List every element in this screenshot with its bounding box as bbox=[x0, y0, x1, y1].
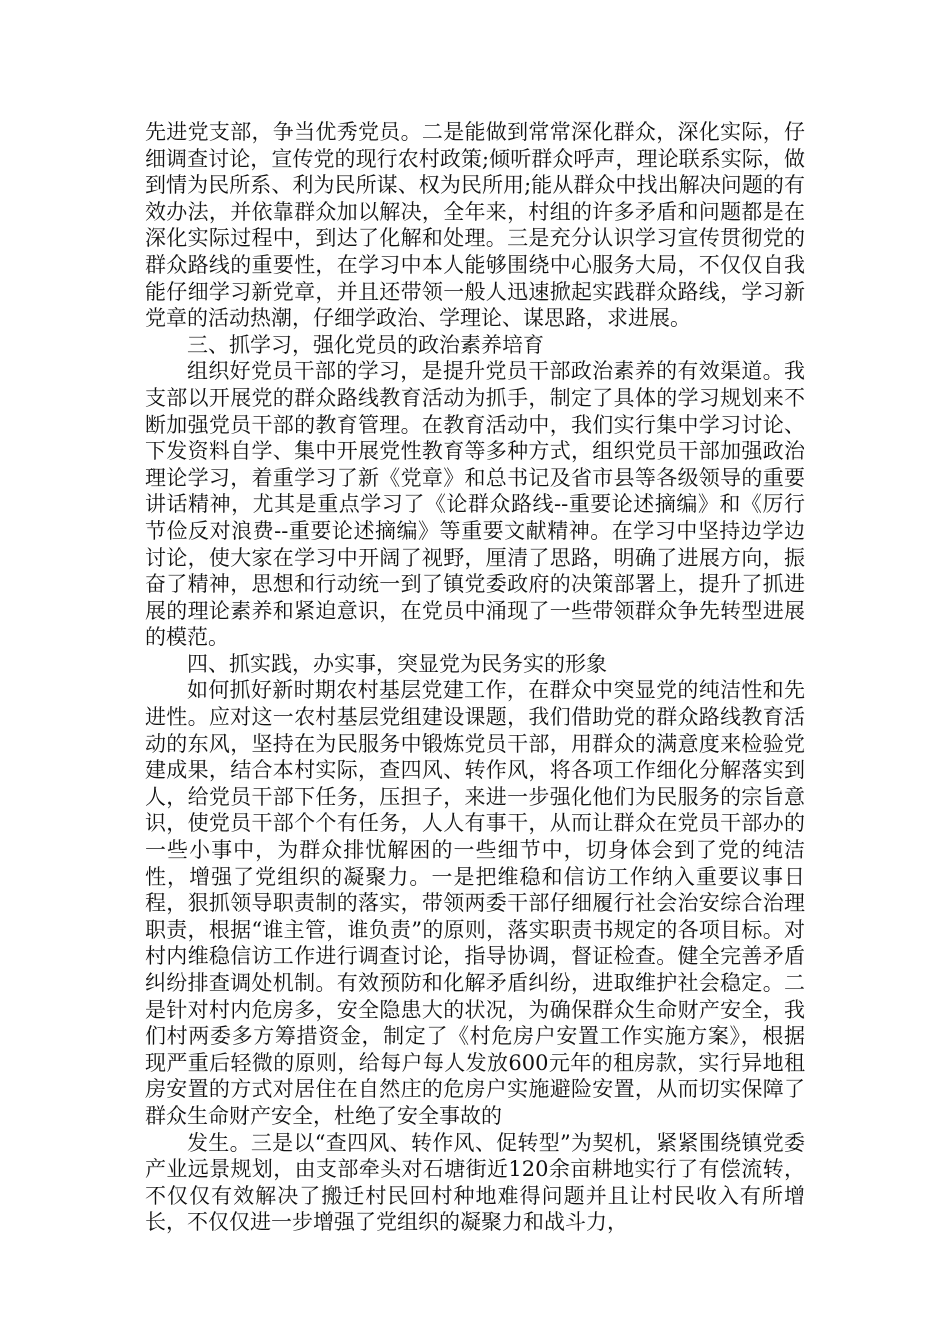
section-heading-3: 三、抓学习，强化党员的政治素养培育 bbox=[187, 332, 544, 357]
paragraph-continued: 先进党支部，争当优秀党员。二是能做到常常深化群众，深化实际，仔细调查讨论，宣传党的现行农村政策;倾听群众呼声，理论联系实际，做到情为民所系、利为民所谋、权为民所用;能从群众中找出解决问题的有效办法，并依靠群众加以解决，全年来，村组的许多矛盾和问题都是在深化实际过程中，到达了化解和处理。三是充分认识学习宣传贯彻党的群众路线的重要性，在学习中本人能够围绕中心服务大局，不仅仅自我能仔细学习新党章，并且还带领一般人迅速掀起实践群众路线，学习新党章的活动热潮，仔细学政治、学理论、谋思路，求进展。 bbox=[145, 120, 805, 331]
section-heading-4: 四、抓实践，办实事，突显党为民务实的形象 bbox=[187, 651, 607, 676]
paragraph-continuation: 发生。三是以“查四风、转作风、促转型”为契机，紧紧围绕镇党委产业远景规划，由支部牵头对石塘街近120余亩耕地实行了有偿流转，不仅仅有效解决了搬迁村民回村种地难得问题并且让村民收入有所增长，不仅仅进一步增强了党组织的凝聚力和战斗力， bbox=[145, 1130, 805, 1235]
paragraph-practice: 如何抓好新时期农村基层党建工作，在群众中突显党的纯洁性和先进性。应对这一农村基层党组建设课题，我们借助党的群众路线教育活动的东风，坚持在为民服务中锻炼党员干部，用群众的满意度来检验党建成果，结合本村实际，查四风、转作风，将各项工作细化分解落实到人，给党员干部下任务，压担子，来进一步强化他们为民服务的宗旨意识，使党员干部个个有任务，人人有事干，从而让群众在党员干部办的一些小事中，为群众排忧解困的一些细节中，切身体会到了党的纯洁性，增强了党组织的凝聚力。一是把维稳和信访工作纳入重要议事日程，狠抓领导职责制的落实，带领两委干部仔细履行社会治安综合治理职责，根据“谁主管，谁负责”的原则，落实职责书规定的各项目标。对村内维稳信访工作进行调查讨论，指导协调，督证检查。健全完善矛盾纠纷排查调处机制。有效预防和化解矛盾纠纷，进取维护社会稳定。二是针对村内危房多，安全隐患大的状况，为确保群众生命财产安全，我们村两委多方筹措资金，制定了《村危房户安置工作实施方案》，根据现严重后轻微的原则，给每户每人发放600元年的租房款，实行异地租房安置的方式对居住在自然庄的危房户实施避险安置，从而切实保障了群众生命财产安全，杜绝了安全事故的 bbox=[145, 678, 805, 1128]
document-page bbox=[145, 119, 805, 1236]
paragraph-study: 组织好党员干部的学习，是提升党员干部政治素养的有效渠道。我支部以开展党的群众路线教育活动为抓手，制定了具体的学习规划来不断加强党员干部的教育管理。在教育活动中，我们实行集中学习讨论、下发资料自学、集中开展党性教育等多种方式，组织党员干部加强政治理论学习，着重学习了新《党章》和总书记及省市县等各级领导的重要讲话精神，尤其是重点学习了《论群众路线--重要论述摘编》和《厉行节俭反对浪费--重要论述摘编》等重要文献精神。在学习中坚持边学边讨论，使大家在学习中开阔了视野，厘清了思路，明确了进展方向，振奋了精神，思想和行动统一到了镇党委政府的决策部署上，提升了抓进展的理论素养和紧迫意识，在党员中涌现了一些带领群众争先转型进展的模范。 bbox=[145, 359, 805, 650]
